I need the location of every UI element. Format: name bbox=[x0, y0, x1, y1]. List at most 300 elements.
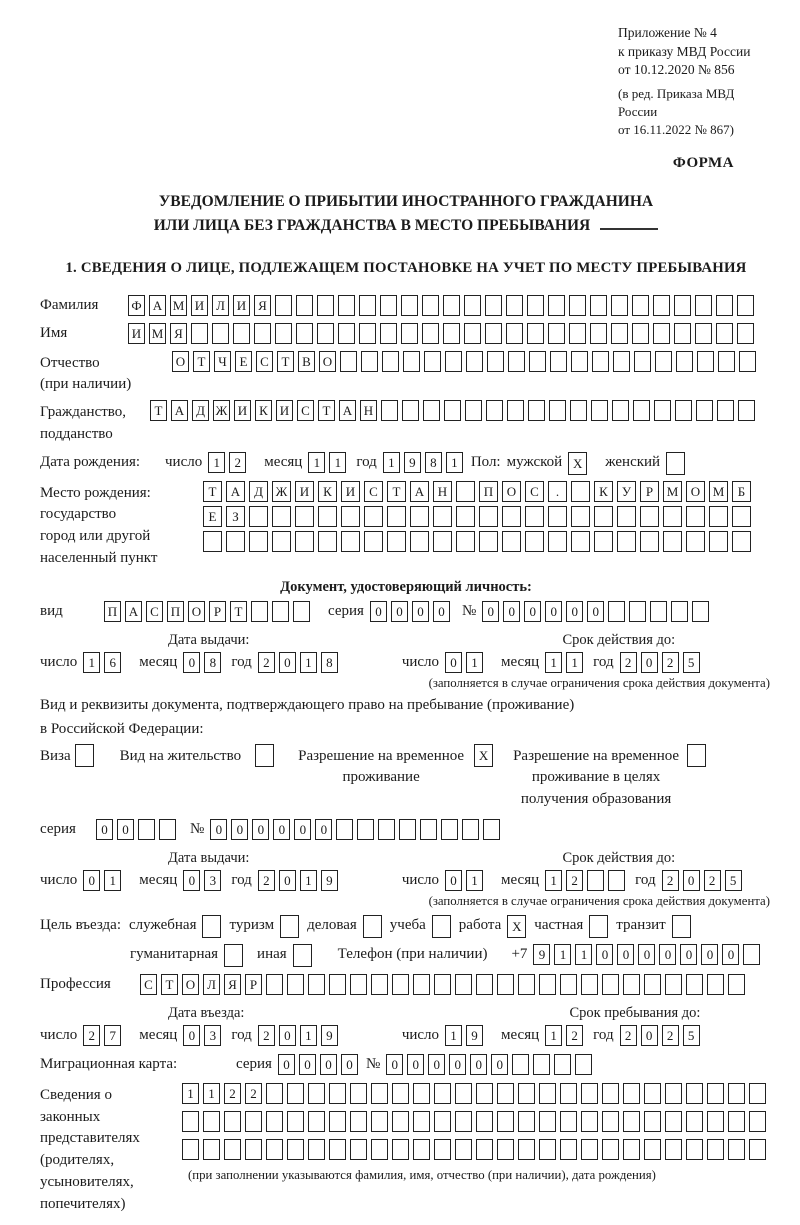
char-box[interactable] bbox=[674, 295, 691, 316]
char-box[interactable]: А bbox=[226, 481, 245, 502]
char-box[interactable]: 1 bbox=[575, 944, 592, 965]
char-box[interactable] bbox=[413, 1083, 430, 1104]
char-box[interactable] bbox=[233, 323, 250, 344]
citizenship-input[interactable] bbox=[150, 400, 759, 421]
char-box[interactable]: 0 bbox=[370, 601, 387, 622]
char-box[interactable]: 1 bbox=[300, 652, 317, 673]
char-box[interactable]: Р bbox=[640, 481, 659, 502]
char-box[interactable]: О bbox=[686, 481, 705, 502]
char-box[interactable]: С bbox=[364, 481, 383, 502]
entry-month-input[interactable] bbox=[183, 1025, 225, 1046]
purpose-sluzhebnaya-checkbox[interactable] bbox=[202, 915, 225, 938]
char-box[interactable] bbox=[644, 1139, 661, 1160]
char-box[interactable] bbox=[686, 974, 703, 995]
char-box[interactable]: 0 bbox=[524, 601, 541, 622]
char-box[interactable]: И bbox=[276, 400, 293, 421]
char-box[interactable]: 2 bbox=[258, 870, 275, 891]
char-box[interactable]: 2 bbox=[83, 1025, 100, 1046]
char-box[interactable] bbox=[497, 1111, 514, 1132]
char-box[interactable]: 0 bbox=[587, 601, 604, 622]
char-box[interactable]: 1 bbox=[545, 1025, 562, 1046]
char-box[interactable] bbox=[749, 1083, 766, 1104]
char-box[interactable] bbox=[575, 1054, 592, 1075]
char-box[interactable]: И bbox=[295, 481, 314, 502]
char-box[interactable]: К bbox=[594, 481, 613, 502]
char-box[interactable] bbox=[707, 1111, 724, 1132]
char-box[interactable]: М bbox=[709, 481, 728, 502]
char-box[interactable] bbox=[392, 974, 409, 995]
char-box[interactable]: 1 bbox=[445, 1025, 462, 1046]
char-box[interactable] bbox=[675, 400, 692, 421]
char-box[interactable] bbox=[634, 351, 651, 372]
char-box[interactable] bbox=[728, 1083, 745, 1104]
char-box[interactable] bbox=[581, 974, 598, 995]
temp-residence-checkbox[interactable] bbox=[474, 744, 497, 767]
doc-kind-input[interactable] bbox=[104, 601, 314, 622]
char-box[interactable] bbox=[350, 974, 367, 995]
char-box[interactable]: М bbox=[170, 295, 187, 316]
char-box[interactable] bbox=[608, 601, 625, 622]
char-box[interactable] bbox=[486, 400, 503, 421]
char-box[interactable] bbox=[485, 323, 502, 344]
char-box[interactable]: Я bbox=[224, 974, 241, 995]
char-box[interactable] bbox=[550, 351, 567, 372]
char-box[interactable]: Д bbox=[192, 400, 209, 421]
char-box[interactable]: И bbox=[234, 400, 251, 421]
char-box[interactable] bbox=[571, 351, 588, 372]
char-box[interactable] bbox=[422, 295, 439, 316]
char-box[interactable] bbox=[738, 400, 755, 421]
char-box[interactable] bbox=[476, 1083, 493, 1104]
char-box[interactable] bbox=[254, 323, 271, 344]
birth-month-input[interactable] bbox=[308, 452, 350, 473]
char-box[interactable]: 9 bbox=[321, 870, 338, 891]
char-box[interactable] bbox=[359, 295, 376, 316]
char-box[interactable] bbox=[613, 351, 630, 372]
char-box[interactable]: 0 bbox=[183, 870, 200, 891]
char-box[interactable] bbox=[581, 1139, 598, 1160]
char-box[interactable] bbox=[476, 974, 493, 995]
char-box[interactable]: 1 bbox=[83, 652, 100, 673]
char-box[interactable]: 0 bbox=[503, 601, 520, 622]
char-box[interactable]: 0 bbox=[83, 870, 100, 891]
char-box[interactable] bbox=[497, 1139, 514, 1160]
char-box[interactable]: А bbox=[339, 400, 356, 421]
char-box[interactable]: Т bbox=[230, 601, 247, 622]
char-box[interactable]: Л bbox=[212, 295, 229, 316]
purpose-inaya-checkbox[interactable] bbox=[293, 944, 316, 967]
migration-card-number-input[interactable] bbox=[386, 1054, 596, 1075]
char-box[interactable] bbox=[611, 295, 628, 316]
char-box[interactable] bbox=[539, 974, 556, 995]
stay-year-input[interactable] bbox=[620, 1025, 704, 1046]
char-box[interactable] bbox=[629, 601, 646, 622]
char-box[interactable]: О bbox=[182, 974, 199, 995]
char-box[interactable] bbox=[644, 1083, 661, 1104]
char-box[interactable] bbox=[272, 531, 291, 552]
char-box[interactable]: Р bbox=[245, 974, 262, 995]
char-box[interactable]: X bbox=[507, 915, 526, 938]
char-box[interactable] bbox=[644, 974, 661, 995]
char-box[interactable]: 0 bbox=[391, 601, 408, 622]
char-box[interactable] bbox=[466, 351, 483, 372]
char-box[interactable]: 1 bbox=[208, 452, 225, 473]
char-box[interactable]: 8 bbox=[425, 452, 442, 473]
char-box[interactable]: О bbox=[319, 351, 336, 372]
migration-card-series-input[interactable] bbox=[278, 1054, 362, 1075]
char-box[interactable] bbox=[737, 295, 754, 316]
char-box[interactable]: 0 bbox=[428, 1054, 445, 1075]
char-box[interactable] bbox=[717, 400, 734, 421]
purpose-chastnaya-checkbox[interactable] bbox=[589, 915, 612, 938]
char-box[interactable] bbox=[287, 974, 304, 995]
char-box[interactable] bbox=[671, 601, 688, 622]
char-box[interactable] bbox=[380, 295, 397, 316]
char-box[interactable]: 0 bbox=[470, 1054, 487, 1075]
char-box[interactable]: П bbox=[167, 601, 184, 622]
char-box[interactable] bbox=[527, 323, 544, 344]
doc-valid-month-input[interactable] bbox=[545, 652, 587, 673]
char-box[interactable]: 2 bbox=[229, 452, 246, 473]
char-box[interactable] bbox=[539, 1083, 556, 1104]
char-box[interactable]: 2 bbox=[245, 1083, 262, 1104]
char-box[interactable] bbox=[539, 1139, 556, 1160]
char-box[interactable]: 1 bbox=[566, 652, 583, 673]
visa-checkbox[interactable] bbox=[75, 744, 98, 767]
char-box[interactable]: 9 bbox=[533, 944, 550, 965]
char-box[interactable] bbox=[518, 1083, 535, 1104]
char-box[interactable] bbox=[569, 295, 586, 316]
char-box[interactable]: О bbox=[188, 601, 205, 622]
char-box[interactable]: 0 bbox=[386, 1054, 403, 1075]
purpose-rabota-checkbox[interactable] bbox=[507, 915, 530, 938]
char-box[interactable] bbox=[296, 323, 313, 344]
char-box[interactable] bbox=[224, 1111, 241, 1132]
char-box[interactable] bbox=[443, 323, 460, 344]
char-box[interactable] bbox=[654, 400, 671, 421]
char-box[interactable] bbox=[203, 1111, 220, 1132]
char-box[interactable] bbox=[392, 1083, 409, 1104]
char-box[interactable]: Т bbox=[150, 400, 167, 421]
char-box[interactable]: 2 bbox=[620, 1025, 637, 1046]
char-box[interactable]: Е bbox=[203, 506, 222, 527]
char-box[interactable] bbox=[602, 1083, 619, 1104]
entry-year-input[interactable] bbox=[258, 1025, 342, 1046]
doc-number-input[interactable] bbox=[482, 601, 713, 622]
char-box[interactable]: А bbox=[171, 400, 188, 421]
char-box[interactable]: У bbox=[617, 481, 636, 502]
char-box[interactable] bbox=[226, 531, 245, 552]
char-box[interactable] bbox=[525, 531, 544, 552]
char-box[interactable]: Я bbox=[170, 323, 187, 344]
char-box[interactable] bbox=[272, 601, 289, 622]
char-box[interactable]: 0 bbox=[641, 652, 658, 673]
birth-place-row1-input[interactable] bbox=[203, 481, 755, 502]
representatives-row2-input[interactable] bbox=[182, 1111, 770, 1132]
char-box[interactable] bbox=[410, 506, 429, 527]
char-box[interactable] bbox=[182, 1111, 199, 1132]
char-box[interactable]: 2 bbox=[662, 652, 679, 673]
char-box[interactable] bbox=[423, 400, 440, 421]
char-box[interactable] bbox=[308, 1111, 325, 1132]
char-box[interactable]: 1 bbox=[446, 452, 463, 473]
char-box[interactable] bbox=[695, 323, 712, 344]
char-box[interactable] bbox=[159, 819, 176, 840]
char-box[interactable] bbox=[456, 531, 475, 552]
char-box[interactable] bbox=[525, 506, 544, 527]
purpose-ucheba-checkbox[interactable] bbox=[432, 915, 455, 938]
char-box[interactable]: 0 bbox=[491, 1054, 508, 1075]
doc-valid-day-input[interactable] bbox=[445, 652, 487, 673]
char-box[interactable]: А bbox=[125, 601, 142, 622]
char-box[interactable] bbox=[623, 1083, 640, 1104]
char-box[interactable]: 1 bbox=[300, 870, 317, 891]
char-box[interactable] bbox=[455, 974, 472, 995]
char-box[interactable]: И bbox=[191, 295, 208, 316]
char-box[interactable] bbox=[245, 1111, 262, 1132]
char-box[interactable] bbox=[191, 323, 208, 344]
char-box[interactable]: Ч bbox=[214, 351, 231, 372]
char-box[interactable] bbox=[697, 351, 714, 372]
char-box[interactable] bbox=[617, 531, 636, 552]
char-box[interactable] bbox=[455, 1083, 472, 1104]
char-box[interactable] bbox=[340, 351, 357, 372]
char-box[interactable] bbox=[709, 531, 728, 552]
doc-valid-year-input[interactable] bbox=[620, 652, 704, 673]
char-box[interactable] bbox=[341, 531, 360, 552]
char-box[interactable] bbox=[403, 351, 420, 372]
char-box[interactable]: 0 bbox=[617, 944, 634, 965]
char-box[interactable] bbox=[692, 601, 709, 622]
char-box[interactable]: 5 bbox=[683, 652, 700, 673]
char-box[interactable] bbox=[410, 531, 429, 552]
char-box[interactable] bbox=[255, 744, 274, 767]
char-box[interactable] bbox=[371, 1111, 388, 1132]
char-box[interactable]: 0 bbox=[273, 819, 290, 840]
char-box[interactable] bbox=[212, 323, 229, 344]
char-box[interactable]: Р bbox=[209, 601, 226, 622]
char-box[interactable]: 0 bbox=[445, 652, 462, 673]
char-box[interactable] bbox=[653, 323, 670, 344]
char-box[interactable] bbox=[479, 531, 498, 552]
char-box[interactable]: 1 bbox=[300, 1025, 317, 1046]
char-box[interactable] bbox=[623, 1111, 640, 1132]
rvp-issue-day-input[interactable] bbox=[83, 870, 125, 891]
char-box[interactable]: 2 bbox=[662, 870, 679, 891]
char-box[interactable] bbox=[529, 351, 546, 372]
char-box[interactable]: 9 bbox=[466, 1025, 483, 1046]
char-box[interactable] bbox=[224, 944, 243, 967]
char-box[interactable]: 7 bbox=[104, 1025, 121, 1046]
char-box[interactable]: О bbox=[502, 481, 521, 502]
purpose-delovaya-checkbox[interactable] bbox=[363, 915, 386, 938]
char-box[interactable]: 0 bbox=[279, 870, 296, 891]
char-box[interactable]: 1 bbox=[182, 1083, 199, 1104]
char-box[interactable]: 2 bbox=[258, 1025, 275, 1046]
birth-place-row2-input[interactable] bbox=[203, 506, 755, 527]
char-box[interactable] bbox=[548, 506, 567, 527]
birth-place-row3-input[interactable] bbox=[203, 531, 755, 552]
char-box[interactable]: 2 bbox=[224, 1083, 241, 1104]
char-box[interactable] bbox=[611, 323, 628, 344]
name-input[interactable] bbox=[128, 323, 758, 344]
temp-residence-education-checkbox[interactable] bbox=[687, 744, 710, 767]
char-box[interactable]: Т bbox=[387, 481, 406, 502]
char-box[interactable]: 1 bbox=[329, 452, 346, 473]
char-box[interactable] bbox=[434, 1111, 451, 1132]
char-box[interactable]: 2 bbox=[704, 870, 721, 891]
char-box[interactable] bbox=[422, 323, 439, 344]
char-box[interactable]: 0 bbox=[341, 1054, 358, 1075]
char-box[interactable] bbox=[506, 295, 523, 316]
doc-issue-day-input[interactable] bbox=[83, 652, 125, 673]
char-box[interactable] bbox=[560, 1139, 577, 1160]
char-box[interactable] bbox=[696, 400, 713, 421]
char-box[interactable] bbox=[359, 323, 376, 344]
char-box[interactable] bbox=[560, 1083, 577, 1104]
char-box[interactable]: Ж bbox=[213, 400, 230, 421]
char-box[interactable] bbox=[665, 1139, 682, 1160]
char-box[interactable] bbox=[617, 506, 636, 527]
char-box[interactable] bbox=[485, 295, 502, 316]
char-box[interactable]: Т bbox=[193, 351, 210, 372]
char-box[interactable]: Ф bbox=[128, 295, 145, 316]
birth-year-input[interactable] bbox=[383, 452, 467, 473]
char-box[interactable]: 0 bbox=[641, 1025, 658, 1046]
char-box[interactable] bbox=[401, 295, 418, 316]
char-box[interactable]: 1 bbox=[545, 652, 562, 673]
char-box[interactable] bbox=[341, 506, 360, 527]
char-box[interactable] bbox=[749, 1139, 766, 1160]
char-box[interactable] bbox=[718, 351, 735, 372]
char-box[interactable] bbox=[581, 1111, 598, 1132]
char-box[interactable] bbox=[317, 323, 334, 344]
char-box[interactable]: 1 bbox=[554, 944, 571, 965]
char-box[interactable] bbox=[203, 531, 222, 552]
char-box[interactable] bbox=[687, 744, 706, 767]
char-box[interactable] bbox=[633, 400, 650, 421]
char-box[interactable] bbox=[686, 1083, 703, 1104]
char-box[interactable] bbox=[275, 295, 292, 316]
char-box[interactable]: С bbox=[297, 400, 314, 421]
char-box[interactable] bbox=[728, 974, 745, 995]
char-box[interactable]: 5 bbox=[725, 870, 742, 891]
char-box[interactable] bbox=[445, 351, 462, 372]
char-box[interactable] bbox=[686, 531, 705, 552]
char-box[interactable] bbox=[245, 1139, 262, 1160]
char-box[interactable] bbox=[590, 323, 607, 344]
char-box[interactable] bbox=[737, 323, 754, 344]
char-box[interactable] bbox=[632, 295, 649, 316]
char-box[interactable] bbox=[318, 531, 337, 552]
char-box[interactable] bbox=[434, 1139, 451, 1160]
char-box[interactable] bbox=[371, 974, 388, 995]
char-box[interactable] bbox=[589, 915, 608, 938]
char-box[interactable] bbox=[674, 323, 691, 344]
char-box[interactable] bbox=[695, 295, 712, 316]
char-box[interactable] bbox=[350, 1111, 367, 1132]
char-box[interactable] bbox=[266, 1139, 283, 1160]
doc-issue-month-input[interactable] bbox=[183, 652, 225, 673]
char-box[interactable] bbox=[296, 295, 313, 316]
char-box[interactable]: 5 bbox=[683, 1025, 700, 1046]
char-box[interactable] bbox=[476, 1111, 493, 1132]
char-box[interactable]: 0 bbox=[596, 944, 613, 965]
char-box[interactable] bbox=[266, 974, 283, 995]
char-box[interactable]: 1 bbox=[308, 452, 325, 473]
char-box[interactable]: Т bbox=[318, 400, 335, 421]
char-box[interactable] bbox=[571, 506, 590, 527]
char-box[interactable] bbox=[455, 1139, 472, 1160]
char-box[interactable]: 8 bbox=[321, 652, 338, 673]
char-box[interactable]: Л bbox=[203, 974, 220, 995]
char-box[interactable] bbox=[364, 506, 383, 527]
char-box[interactable] bbox=[350, 1083, 367, 1104]
char-box[interactable]: 1 bbox=[545, 870, 562, 891]
char-box[interactable] bbox=[497, 974, 514, 995]
char-box[interactable]: Ж bbox=[272, 481, 291, 502]
char-box[interactable]: 2 bbox=[566, 870, 583, 891]
char-box[interactable] bbox=[387, 531, 406, 552]
char-box[interactable]: 0 bbox=[117, 819, 134, 840]
char-box[interactable] bbox=[455, 1111, 472, 1132]
char-box[interactable] bbox=[251, 601, 268, 622]
char-box[interactable]: X bbox=[568, 452, 587, 475]
char-box[interactable] bbox=[728, 1111, 745, 1132]
char-box[interactable] bbox=[507, 400, 524, 421]
char-box[interactable]: В bbox=[298, 351, 315, 372]
char-box[interactable]: 2 bbox=[662, 1025, 679, 1046]
char-box[interactable] bbox=[329, 974, 346, 995]
char-box[interactable]: Б bbox=[732, 481, 751, 502]
char-box[interactable] bbox=[338, 295, 355, 316]
char-box[interactable] bbox=[527, 295, 544, 316]
char-box[interactable]: 0 bbox=[701, 944, 718, 965]
char-box[interactable] bbox=[432, 915, 451, 938]
char-box[interactable] bbox=[587, 870, 604, 891]
char-box[interactable] bbox=[464, 295, 481, 316]
sex-female-checkbox[interactable] bbox=[666, 452, 689, 475]
char-box[interactable] bbox=[363, 915, 382, 938]
char-box[interactable] bbox=[329, 1083, 346, 1104]
rvp-valid-day-input[interactable] bbox=[445, 870, 487, 891]
char-box[interactable]: 0 bbox=[722, 944, 739, 965]
char-box[interactable]: 9 bbox=[321, 1025, 338, 1046]
char-box[interactable] bbox=[275, 323, 292, 344]
char-box[interactable]: 1 bbox=[383, 452, 400, 473]
char-box[interactable] bbox=[249, 506, 268, 527]
char-box[interactable] bbox=[548, 323, 565, 344]
char-box[interactable]: Е bbox=[235, 351, 252, 372]
char-box[interactable] bbox=[592, 351, 609, 372]
char-box[interactable] bbox=[749, 1111, 766, 1132]
char-box[interactable] bbox=[732, 506, 751, 527]
char-box[interactable] bbox=[676, 351, 693, 372]
char-box[interactable] bbox=[539, 1111, 556, 1132]
char-box[interactable]: 0 bbox=[315, 819, 332, 840]
char-box[interactable] bbox=[308, 1083, 325, 1104]
char-box[interactable]: М bbox=[149, 323, 166, 344]
char-box[interactable]: X bbox=[474, 744, 493, 767]
char-box[interactable]: 0 bbox=[407, 1054, 424, 1075]
char-box[interactable] bbox=[266, 1111, 283, 1132]
char-box[interactable] bbox=[483, 819, 500, 840]
char-box[interactable] bbox=[640, 531, 659, 552]
char-box[interactable] bbox=[392, 1111, 409, 1132]
char-box[interactable] bbox=[464, 323, 481, 344]
char-box[interactable]: 9 bbox=[404, 452, 421, 473]
char-box[interactable] bbox=[75, 744, 94, 767]
